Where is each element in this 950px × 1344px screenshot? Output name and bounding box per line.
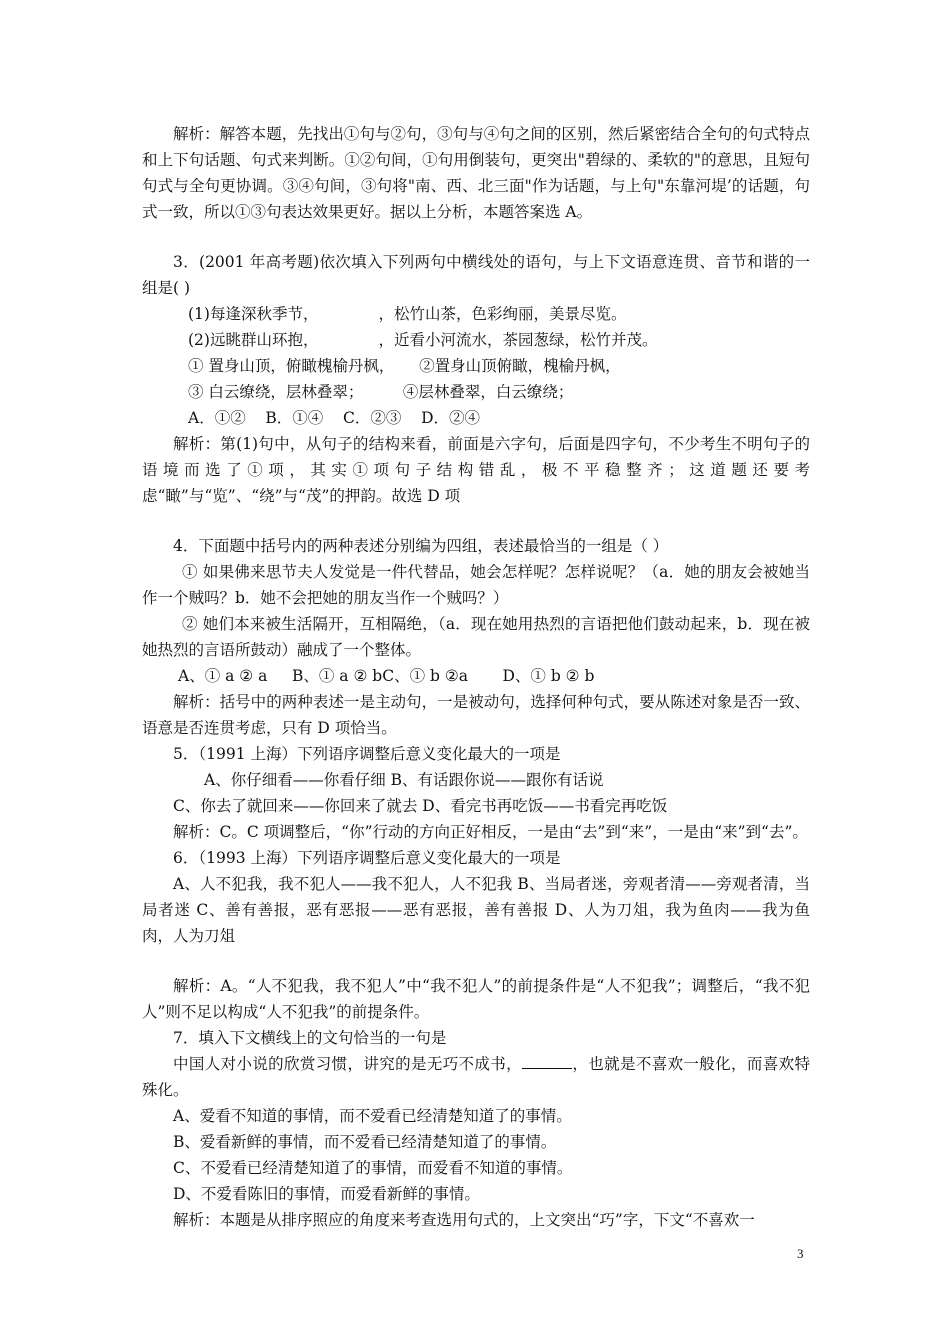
analysis-q6: 解析：A。“人不犯我，我不犯人”中“我不犯人”的前提条件是“人不犯我”；调整后，“我不犯人”则不足以构成“人不犯我”的前提条件。 xyxy=(142,977,810,1021)
analysis-q4: 解析：括号中的两种表述一是主动句，一是被动句，选择何种句式，要从陈述对象是否一致、语意是否连贯考虑，只有 D 项恰当。 xyxy=(142,693,810,737)
question-3-options-1: ① 置身山顶，俯瞰槐榆丹枫， ②置身山顶俯瞰，槐榆丹枫， xyxy=(188,357,621,375)
question-4-item-1: ① 如果佛来思节夫人发觉是一件代替品，她会怎样呢？怎样说呢？（a．她的朋友会被她当作一个贼吗？b．她不会把她的朋友当作一个贼吗？） xyxy=(142,563,810,607)
question-4: 4．下面题中括号内的两种表述分别编为四组，表述最恰当的一组是（ ） xyxy=(173,537,669,555)
analysis-q2: 解析：解答本题，先找出①句与②句，③句与④句之间的区别，然后紧密结合全句的句式特点和上下句话题、句式来判断。①②句间，①句用倒装句，更突出"碧绿的、柔软的"的意思，且短句句式与全句更协调。③④句间，③句将"南、西、北三面"作为话题，与上句"东靠河堤’的话题，句式一致，所以①③句表达效果更好。据以上分析，本题答案选 A。 xyxy=(142,125,810,221)
question-3-sentence-1: (1)每逢深秋季节， ，松竹山茶，色彩绚丽，美景尽览。 xyxy=(188,305,627,323)
fill-in-blank xyxy=(522,1052,572,1069)
question-5-options-ab: A、你仔细看——你看仔细 B、有话跟你说——跟你有话说 xyxy=(204,771,604,789)
question-6: 6．（1993 上海）下列语序调整后意义变化最大的一项是 xyxy=(173,849,561,867)
question-3-sentence-2: (2)远眺群山环抱， ，近看小河流水，茶园葱绿，松竹并茂。 xyxy=(188,331,658,349)
question-4-choices: A、① a ② a B、① a ② bC、① b ②a D、① b ② b xyxy=(178,667,595,685)
analysis-q7: 解析：本题是从排序照应的角度来考查选用句式的，上文突出“巧”字，下文“不喜欢一 xyxy=(173,1211,755,1229)
question-7: 7．填入下文横线上的文句恰当的一句是 xyxy=(173,1029,447,1047)
question-7-option-c: C、不爱看已经清楚知道了的事情，而爱看不知道的事情。 xyxy=(173,1159,573,1177)
question-5-options-cd: C、你去了就回来——你回来了就去 D、看完书再吃饭——书看完再吃饭 xyxy=(173,797,668,815)
analysis-q3: 解析：第(1)句中，从句子的结构来看，前面是六字句，后面是四字句，不少考生不明句子的语境而选了①项，其实①项句子结构错乱，极不平稳整齐；这道题还要考虑“瞰”与“览”、“绕”与“茂”的押韵。故选 D 项 xyxy=(142,435,810,505)
question-3-choices: A．①② B．①④ C．②③ D．②④ xyxy=(188,409,480,427)
question-7-option-b: B、爱看新鲜的事情，而不爱看已经清楚知道了的事情。 xyxy=(173,1133,557,1151)
page-content xyxy=(142,121,810,1233)
question-3: 3．(2001 年高考题)依次填入下列两句中横线处的语句，与上下文语意连贯、音节和谐的一组是( ) xyxy=(142,253,810,297)
question-5: 5．（1991 上海）下列语序调整后意义变化最大的一项是 xyxy=(173,745,561,763)
page-number: 3 xyxy=(797,1246,804,1261)
question-7-text: 中国人对小说的欣赏习惯，讲究的是无巧不成书， ，也就是不喜欢一般化，而喜欢特殊化。 xyxy=(142,1051,810,1103)
analysis-q5: 解析：C。C 项调整后，“你”行动的方向正好相反，一是由“去”到“来”，一是由“来”到“去”。 xyxy=(173,823,808,841)
question-3-options-2: ③ 白云缭绕，层林叠翠； ④层林叠翠，白云缭绕； xyxy=(188,383,574,401)
question-4-item-2: ② 她们本来被生活隔开，互相隔绝，（a．现在她用热烈的言语把他们鼓动起来，b．现在被她热烈的言语所鼓动）融成了一个整体。 xyxy=(142,615,810,659)
question-6-options: A、人不犯我，我不犯人——我不犯人，人不犯我 B、当局者迷，旁观者清——旁观者清，当局者迷 C、善有善报，恶有恶报——恶有恶报，善有善报 D、人为刀俎，我为鱼肉——我为鱼肉，人为刀俎 xyxy=(142,875,810,945)
question-7-option-d: D、不爱看陈旧的事情，而爱看新鲜的事情。 xyxy=(173,1185,480,1203)
question-7-option-a: A、爱看不知道的事情，而不爱看已经清楚知道了的事情。 xyxy=(173,1107,572,1125)
